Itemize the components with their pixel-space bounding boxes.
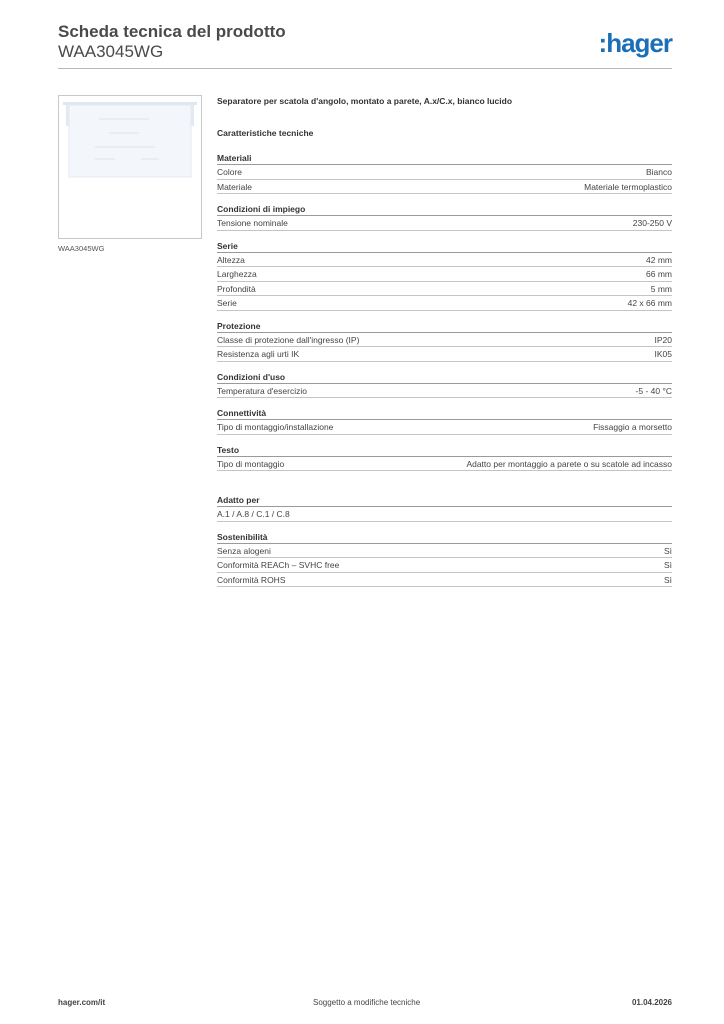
section-title: Sostenibilità [217,531,672,544]
spec-row [217,165,672,180]
spec-row [217,347,672,362]
spec-label: Conformità ROHS [217,574,286,585]
product-image [58,95,202,239]
spec-value: Sì [663,545,672,556]
section-title: Connettività [217,407,672,420]
footer-website-link[interactable]: hager.com/it [58,998,106,1007]
spec-row [217,558,672,573]
hager-logo: :hager [598,28,672,58]
spec-row [217,296,672,311]
spec-label: Tensione nominale [217,218,288,228]
footer-date: 01.04.2026 [631,998,672,1007]
spec-value: 42 x 66 mm [627,298,672,308]
spec-value: Adatto per montaggio a parete o su scatole ad incasso [466,458,672,469]
spec-value: Bianco [646,167,672,177]
spec-value: Sì [663,574,672,585]
spec-row [217,216,672,231]
spec-label: Tipo di montaggio [217,458,285,469]
spec-section-sostenibilita [217,531,672,588]
spec-value: Materiale termoplastico [584,181,672,192]
spec-label: Larghezza [217,269,257,279]
section-title: Condizioni d'uso [217,371,672,384]
spec-label: Senza alogeni [217,545,271,556]
spec-label: Classe di protezione dall'ingresso (IP) [217,334,360,345]
spec-row [217,507,672,522]
section-title: Condizioni di impiego [217,203,672,216]
spec-value: 66 mm [646,269,672,279]
spec-value: 230-250 V [632,218,672,228]
document-title: Scheda tecnica del prodotto [58,22,286,41]
spec-label: Conformità REACh – SVHC free [217,560,340,570]
spec-section-protezione [217,320,672,362]
spec-section-condizioni-uso [217,371,672,399]
spec-label: Resistenza agli urti IK [217,349,300,359]
spec-section-adatto-per [217,494,672,522]
spec-section-condizioni-impiego [217,203,672,231]
product-description: Separatore per scatola d'angolo, montato a parete, A.x/C.x, bianco lucido [217,96,513,106]
spec-row [217,180,672,195]
spec-section-materiali [217,152,672,194]
spec-label: Tipo di montaggio/installazione [217,422,334,432]
spec-row [217,544,672,559]
spec-row [217,384,672,399]
section-title: Materiali [217,152,672,165]
footer-note: Soggetto a modifiche tecniche [313,998,421,1007]
spec-row [217,267,672,282]
spec-content [217,96,672,596]
spec-row [217,282,672,297]
spec-value: 42 mm [646,254,672,265]
corner-box-separator-image [59,96,201,238]
spec-label: Profondità [217,283,256,294]
spec-value: Fissaggio a morsetto [593,422,672,432]
spec-label: Altezza [217,254,245,265]
spec-value: IK05 [654,349,672,359]
section-title: Serie [217,240,672,253]
product-code: WAA3045WG [58,42,164,61]
page-header [58,20,672,70]
spec-value: 5 mm [650,283,672,294]
section-title: Adatto per [217,494,672,507]
spec-label: Serie [217,298,237,308]
spec-section-connettivita [217,407,672,435]
spec-value: Sì [663,560,672,570]
header-divider [58,68,672,69]
spec-row [217,253,672,268]
section-title: Testo [217,444,672,457]
spec-row [217,457,672,472]
spec-label: Materiale [217,181,252,192]
spec-row [217,573,672,588]
image-caption: WAA3045WG [58,244,105,253]
spec-label: Temperatura d'esercizio [217,385,307,396]
spec-section-testo [217,444,672,472]
spec-row [217,333,672,348]
technical-characteristics-title: Caratteristiche tecniche [217,128,314,138]
spec-label: Colore [217,167,243,177]
section-spacer [217,480,672,494]
spec-section-serie [217,240,672,311]
spec-label: A.1 / A.8 / C.1 / C.8 [217,509,290,519]
section-title: Protezione [217,320,672,333]
spec-value: IP20 [654,334,672,345]
spec-value: -5 - 40 °C [635,385,672,396]
spec-row [217,420,672,435]
